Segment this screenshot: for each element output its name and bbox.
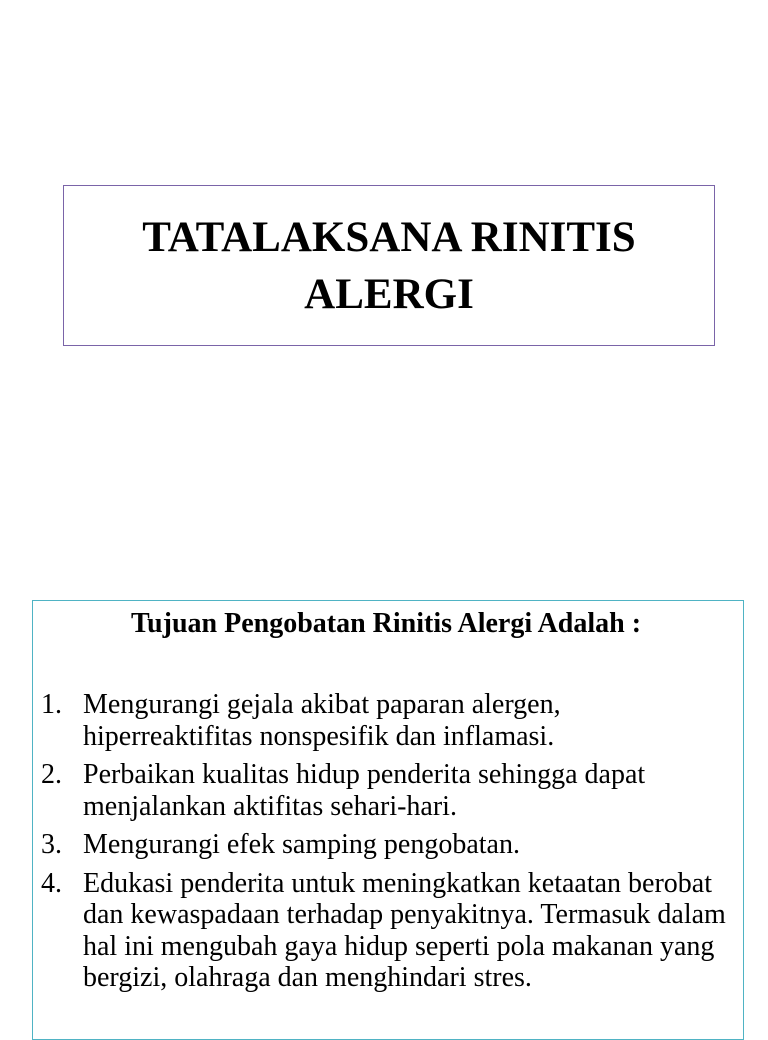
list-item-number: 4. [41,867,62,899]
list-item-text: Edukasi penderita untuk meningkatkan ketaatan berobat dan kewaspadaan terhadap penyakitnya. Termasuk dalam hal ini mengubah gaya hidup seperti pola makanan yang bergizi, olahraga dan menghindari stres. [83,867,726,993]
slide-title: TATALAKSANA RINITIS ALERGI [142,213,636,318]
list-item-number: 3. [41,829,62,860]
list-item [41,868,731,994]
title-box [63,185,715,346]
list-item-text: Mengurangi efek samping pengobatan. [83,829,520,860]
content-heading: Tujuan Pengobatan Rinitis Alergi Adalah : [130,608,642,639]
list-item-text: Mengurangi gejala akibat paparan alergen, hiperreaktifitas nonspesifik dan inflamasi. [83,689,561,752]
list-item-text: Perbaikan kualitas hidup penderita sehingga dapat menjalankan aktifitas sehari-hari. [83,759,646,822]
list-item [41,759,731,822]
list-item [41,689,731,752]
list-item-number: 1. [41,689,62,720]
goal-list [41,689,731,994]
list-item [41,829,731,861]
content-box [32,600,744,1040]
list-item-number: 2. [41,759,62,790]
